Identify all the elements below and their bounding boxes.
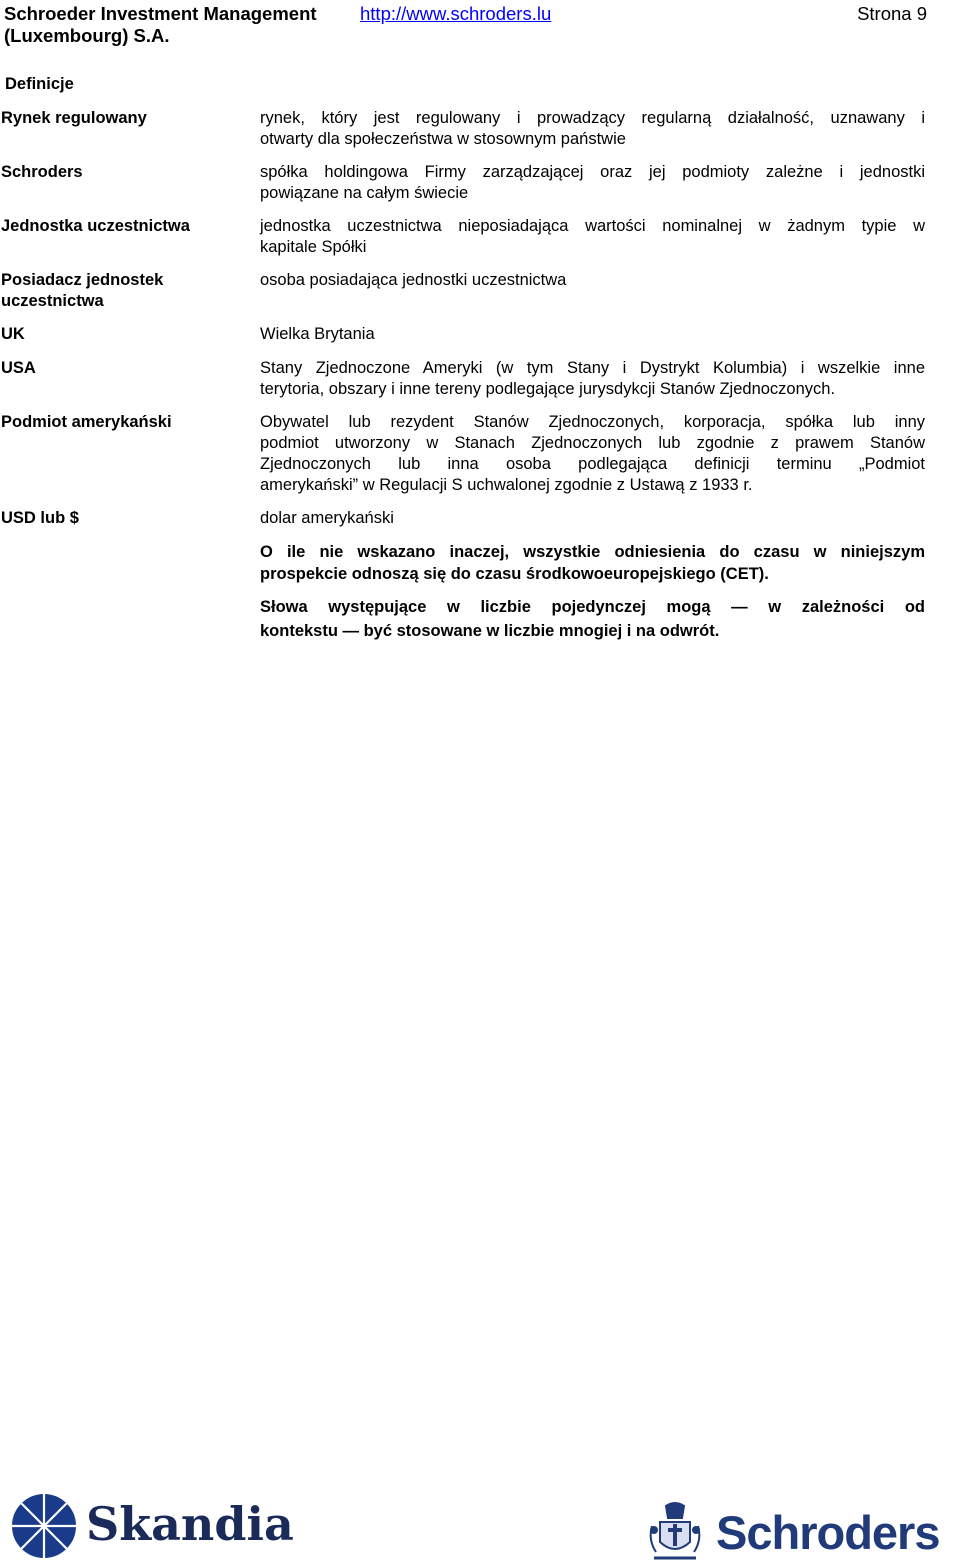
definition-term-line: Posiadacz jednostek — [1, 271, 164, 289]
definition-line: Stany Zjednoczone Ameryki (w tym Stany i Dystrykt Kolumbia) i wszelkie inne — [260, 359, 925, 377]
definition-line: amerykański” w Regulacji S uchwalonej zgodnie z Ustawą z 1933 r. — [260, 476, 753, 494]
definition-text — [260, 412, 925, 496]
definition-line: osoba posiadająca jednostki uczestnictwa — [260, 271, 567, 289]
page-number: Strona 9 — [857, 3, 927, 24]
definition-term: USA — [1, 359, 36, 377]
company-name — [4, 3, 317, 47]
definition-term: UK — [1, 325, 25, 343]
company-name-line-2: (Luxembourg) S.A. — [4, 25, 170, 46]
note-line: O ile nie wskazano inaczej, wszystkie odniesienia do czasu w niniejszym — [260, 543, 925, 561]
umbrella-icon — [8, 1490, 80, 1562]
section-title: Definicje — [5, 75, 74, 93]
website-link[interactable]: http://www.schroders.lu — [360, 3, 552, 24]
definition-line: rynek, który jest regulowany i prowadzący regularną działalność, uznawany i — [260, 109, 925, 127]
skandia-wordmark: Skandia — [86, 1497, 294, 1551]
definition-text — [260, 324, 925, 345]
definition-line: jednostka uczestnictwa nieposiadająca wartości nominalnej w żadnym typie w — [260, 217, 925, 235]
definition-term: Podmiot amerykański — [1, 413, 172, 431]
definition-line: terytoria, obszary i inne tereny podlegające jurysdykcji Stanów Zjednoczonych. — [260, 380, 836, 398]
company-name-line-1: Schroeder Investment Management — [4, 3, 317, 24]
definition-term: Schroders — [1, 163, 83, 181]
definition-term: Rynek regulowany — [1, 109, 147, 127]
coat-of-arms-icon — [646, 1500, 704, 1564]
note-line: Słowa występujące w liczbie pojedynczej mogą — w zależności od — [260, 598, 925, 616]
definition-text — [260, 508, 925, 529]
definition-line: otwarty dla społeczeństwa w stosownym państwie — [260, 130, 626, 148]
definition-line: dolar amerykański — [260, 509, 394, 527]
definition-text — [260, 358, 925, 400]
note-line: kontekstu — być stosowane w liczbie mnogiej i na odwrót. — [260, 622, 720, 640]
definition-line: powiązane na całym świecie — [260, 184, 469, 202]
definition-text — [260, 270, 925, 291]
definition-text — [260, 108, 925, 150]
definition-line: spółka holdingowa Firmy zarządzającej oraz jej podmioty zależne i jednostki — [260, 163, 925, 181]
definition-text — [260, 162, 925, 204]
definition-term — [1, 270, 236, 312]
schroders-logo — [646, 1500, 960, 1564]
note-line: prospekcie odnoszą się do czasu środkowoeuropejskiego (CET). — [260, 565, 769, 583]
skandia-logo — [8, 1490, 294, 1562]
definition-line: Obywatel lub rezydent Stanów Zjednoczonych, korporacja, spółka lub inny — [260, 413, 925, 431]
definition-line: kapitale Spółki — [260, 238, 367, 256]
definition-text — [260, 216, 925, 258]
definition-term: USD lub $ — [1, 509, 79, 527]
note-paragraph — [260, 595, 925, 643]
page-header — [4, 3, 929, 47]
definition-line: Wielka Brytania — [260, 325, 375, 343]
definition-line: podmiot utworzony w Stanach Zjednoczonych lub zgodnie z prawem Stanów — [260, 434, 925, 452]
definition-line: Zjednoczonych lub inna osoba podlegająca definicji terminu „Podmiot — [260, 455, 925, 473]
schroders-wordmark: Schroders — [716, 1506, 940, 1559]
definition-term-line: uczestnictwa — [1, 292, 104, 310]
note-paragraph — [260, 541, 925, 585]
definition-term: Jednostka uczestnictwa — [1, 217, 190, 235]
